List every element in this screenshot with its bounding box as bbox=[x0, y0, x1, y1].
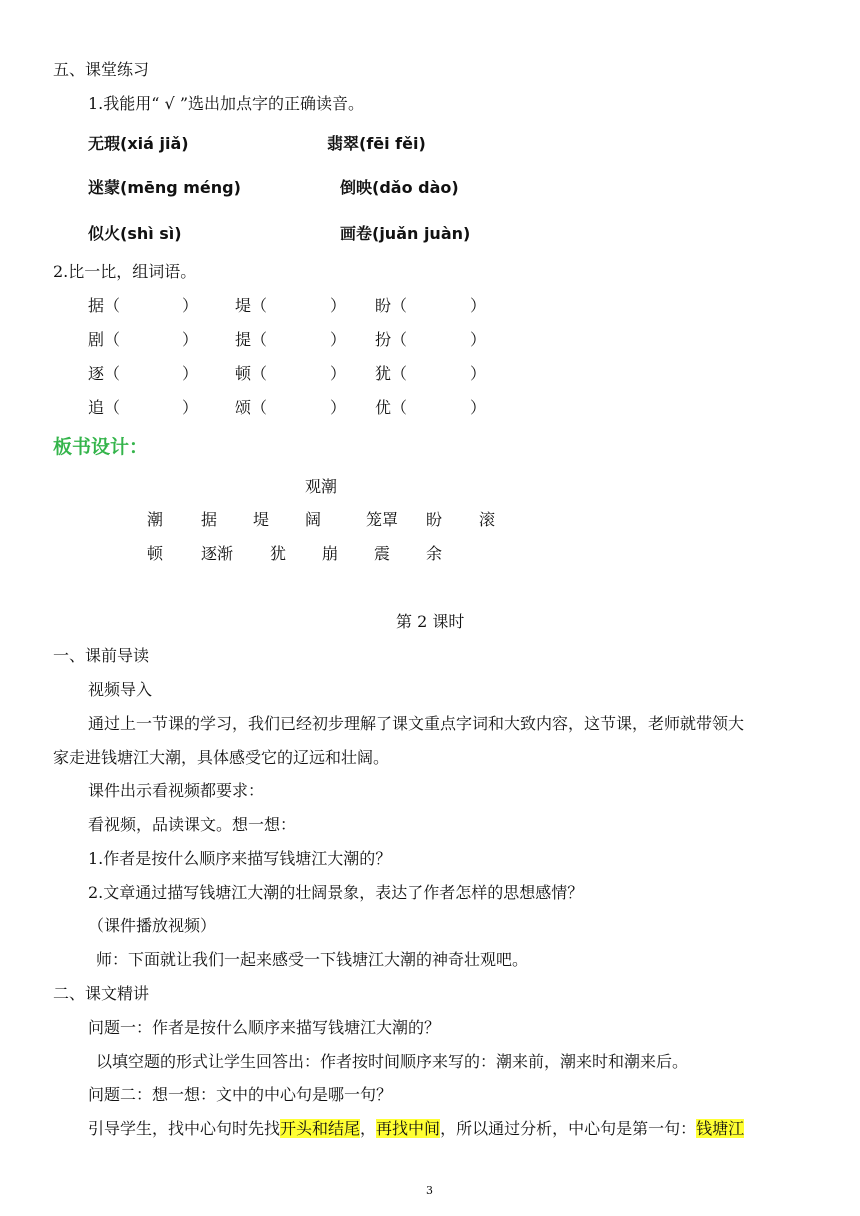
section-heading: 一、课前导读 bbox=[53, 646, 150, 665]
compare-cell: 颂（ bbox=[235, 398, 268, 417]
board-word: 逐渐 bbox=[201, 544, 234, 563]
guide-text: ， bbox=[360, 1119, 377, 1138]
board-word: 顿 bbox=[147, 544, 164, 563]
paragraph: 问题一：作者是按什么顺序来描写钱塘江大潮的？ bbox=[88, 1018, 441, 1037]
compare-cell: ） bbox=[330, 398, 347, 417]
section-heading: 二、课文精讲 bbox=[53, 984, 150, 1003]
highlight: 开头和结尾 bbox=[280, 1119, 361, 1138]
paragraph: 1.作者是按什么顺序来描写钱塘江大潮的？ bbox=[88, 849, 392, 868]
compare-cell: ） bbox=[330, 330, 347, 349]
board-word: 堤 bbox=[253, 510, 270, 529]
paragraph: 看视频，品读课文。想一想： bbox=[88, 815, 297, 834]
board-word: 滚 bbox=[479, 510, 496, 529]
highlight: 钱塘江 bbox=[696, 1119, 745, 1138]
compare-cell: ） bbox=[470, 330, 487, 349]
pinyin-item: 倒映(dǎo dào) bbox=[340, 178, 459, 197]
board-word: 余 bbox=[426, 544, 443, 563]
compare-cell: 据（ bbox=[88, 296, 121, 315]
board-word: 据 bbox=[201, 510, 218, 529]
page-number: 3 bbox=[426, 1184, 433, 1197]
board-word: 潮 bbox=[147, 510, 164, 529]
paragraph: 问题二：想一想：文中的中心句是哪一句？ bbox=[88, 1085, 393, 1104]
compare-cell: 剧（ bbox=[88, 330, 121, 349]
paragraph: 通过上一节课的学习，我们已经初步理解了课文重点字词和大致内容，这节课，老师就带领大 bbox=[88, 714, 745, 733]
lesson-title: 第 2 课时 bbox=[396, 612, 465, 631]
guide-text: ，所以通过分析，中心句是第一句： bbox=[440, 1119, 697, 1138]
paragraph: 以填空题的形式让学生回答出：作者按时间顺序来写的：潮来前，潮来时和潮来后。 bbox=[96, 1052, 689, 1071]
compare-cell: ） bbox=[330, 296, 347, 315]
compare-cell: 逐（ bbox=[88, 364, 121, 383]
board-word: 震 bbox=[374, 544, 391, 563]
practice-q1: 1.我能用“ √ ”选出加点字的正确读音。 bbox=[88, 94, 364, 113]
compare-cell: 提（ bbox=[235, 330, 268, 349]
board-word: 笼罩 bbox=[366, 510, 399, 529]
compare-cell: ） bbox=[182, 330, 199, 349]
board-title: 观潮 bbox=[305, 477, 338, 496]
pinyin-item: 无瑕(xiá jiǎ) bbox=[88, 134, 189, 153]
pinyin-item: 翡翠(fēi fěi) bbox=[327, 134, 426, 153]
paragraph: （课件播放视频） bbox=[88, 916, 217, 935]
compare-cell: 扮（ bbox=[375, 330, 408, 349]
paragraph: 家走进钱塘江大潮，具体感受它的辽远和壮阔。 bbox=[53, 748, 390, 767]
board-word: 盼 bbox=[426, 510, 443, 529]
compare-cell: 堤（ bbox=[235, 296, 268, 315]
compare-cell: ） bbox=[470, 296, 487, 315]
highlight: 再找中间 bbox=[376, 1119, 441, 1138]
compare-cell: ） bbox=[182, 364, 199, 383]
practice-heading: 五、课堂练习 bbox=[53, 60, 150, 79]
compare-cell: 犹（ bbox=[375, 364, 408, 383]
paragraph: 视频导入 bbox=[88, 680, 153, 699]
compare-cell: ） bbox=[470, 398, 487, 417]
compare-cell: 追（ bbox=[88, 398, 121, 417]
guide-paragraph bbox=[88, 1119, 744, 1139]
compare-cell: ） bbox=[182, 398, 199, 417]
board-word: 阔 bbox=[305, 510, 322, 529]
compare-cell: 优（ bbox=[375, 398, 408, 417]
paragraph: 2.文章通过描写钱塘江大潮的壮阔景象，表达了作者怎样的思想感情？ bbox=[88, 883, 584, 902]
compare-cell: ） bbox=[330, 364, 347, 383]
pinyin-item: 迷蒙(mēng méng) bbox=[88, 178, 241, 197]
practice-q2: 2.比一比，组词语。 bbox=[53, 262, 197, 281]
compare-cell: ） bbox=[182, 296, 199, 315]
board-word: 犹 bbox=[270, 544, 287, 563]
pinyin-item: 似火(shì sì) bbox=[88, 224, 182, 243]
paragraph: 师：下面就让我们一起来感受一下钱塘江大潮的神奇壮观吧。 bbox=[96, 950, 529, 969]
board-heading: 板书设计： bbox=[53, 436, 149, 458]
board-word: 崩 bbox=[322, 544, 339, 563]
compare-cell: 盼（ bbox=[375, 296, 408, 315]
compare-cell: 顿（ bbox=[235, 364, 268, 383]
compare-cell: ） bbox=[470, 364, 487, 383]
paragraph: 课件出示看视频都要求： bbox=[88, 781, 265, 800]
pinyin-item: 画卷(juǎn juàn) bbox=[340, 224, 471, 243]
guide-text: 引导学生，找中心句时先找 bbox=[88, 1119, 281, 1138]
